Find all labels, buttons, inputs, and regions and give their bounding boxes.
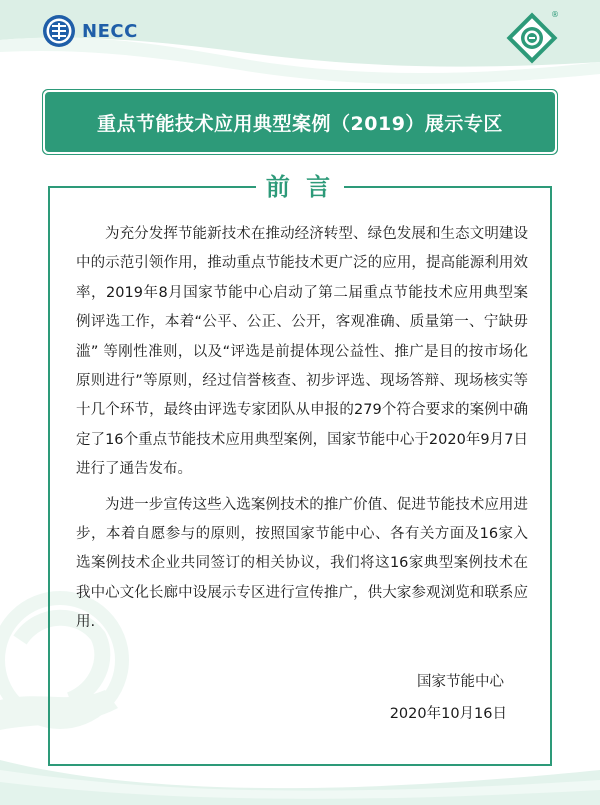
energy-saving-emblem-icon (506, 8, 560, 64)
registered-mark: ® (551, 10, 559, 19)
preface-heading: 前 言 (256, 172, 344, 202)
page-title: 重点节能技术应用典型案例（2019）展示专区 (97, 112, 503, 135)
title-banner (47, 94, 553, 150)
header-logo (42, 14, 138, 48)
preface-paragraph-1: 为充分发挥节能新技术在推动经济转型、绿色发展和生态文明建设中的示范引领作用，推动重点节能技术更广泛的应用，提高能源利用效率，2019年8月国家节能中心启动了第二届重点节能技术应用典型案例评选工作，本着“公平、公正、公开，客观准确、质量第一、宁缺毋滥” 等刚性准则，以及“评选是前提体现公益性、推广是目的按市场化原则进行”等原则，经过信誉核查、初步评选、现场答辩、现场核实等十几个环节，最终由评选专家团队从申报的279个符合要求的案例中确定了16个重点节能技术应用典型案例，国家节能中心于2020年9月7日进行了通告发布。 (76, 226, 528, 478)
necc-emblem-icon (42, 14, 76, 48)
logo-text: NECC (82, 20, 138, 42)
signature-organization: 国家节能中心 (417, 674, 504, 690)
signature-date: 2020年10月16日 (389, 706, 507, 722)
preface-body (76, 220, 528, 638)
preface-paragraph-2: 为进一步宣传这些入选案例技术的推广价值、促进节能技术应用进步，本着自愿参与的原则，按照国家节能中心、各有关方面及16家入选案例技术企业共同签订的相关协议，我们将这16家典型案例技术在我中心文化长廊中设展示专区进行宣传推广，供大家参观浏览和联系应用. (76, 496, 528, 631)
